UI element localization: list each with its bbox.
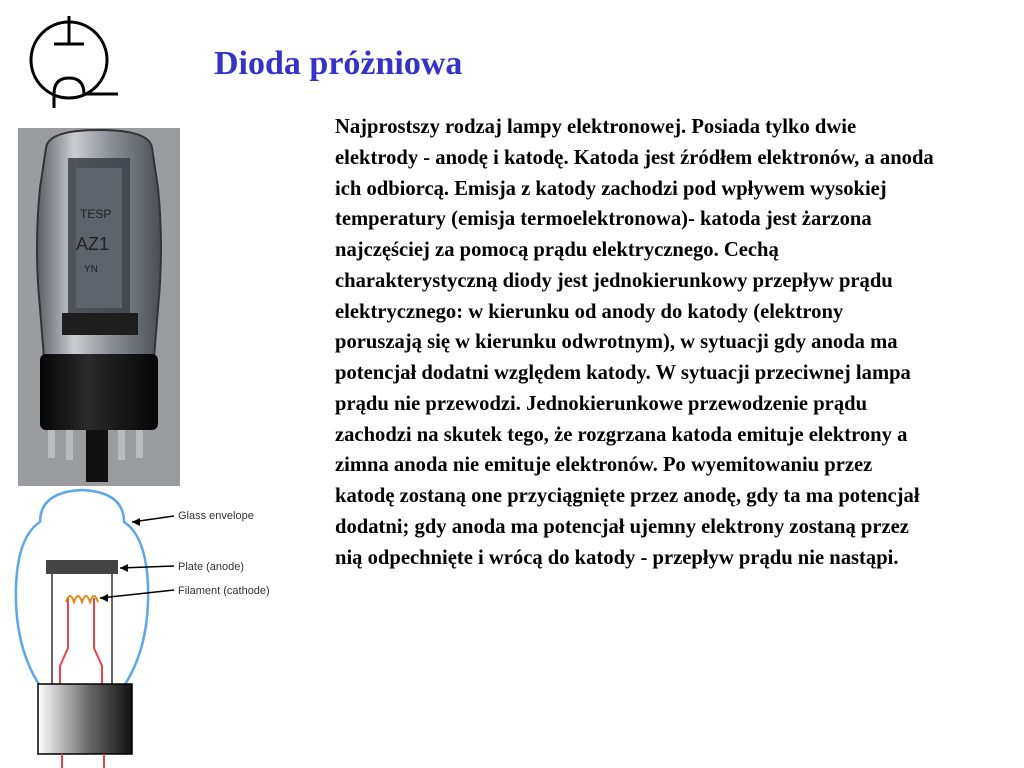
- plate-anode-label: Plate (anode): [178, 561, 245, 573]
- slide-title: Dioda próżniowa: [214, 45, 463, 82]
- diode-cross-section-diagram: [0, 486, 300, 768]
- tube-marking-3: YN: [84, 264, 98, 275]
- diode-symbol-icon: [26, 16, 121, 108]
- vacuum-tube-photo: [18, 128, 180, 486]
- tube-marking-1: TESP: [80, 207, 112, 221]
- glass-envelope-label: Glass envelope: [178, 510, 254, 522]
- tube-marking-2: AZ1: [76, 234, 110, 254]
- filament-cathode-label: Filament (cathode): [178, 585, 270, 597]
- slide-body-text: Najprostszy rodzaj lampy elektronowej. Posiada tylko dwie elektrody - anodę i katodę. Katoda jest źródłem elektronów, a anoda ich odbiorcą. Emisja z katody zachodzi pod wpływem wysokiej temperatury (emisja termoelektronowa)- katoda jest żarzona najczęściej za pomocą prądu elektrycznego. Cechą charakterystyczną diody jest jednokierunkowy przepływ prądu elektrycznego: w kierunku od anody do katody (elektrony poruszają się w kierunku odwrotnym), w sytuacji gdy anoda ma potencjał dodatni względem katody. W sytuacji przeciwnej lampa prądu nie przewodzi. Jednokierunkowe przewodzenie prądu zachodzi na skutek tego, że rozgrzana katoda emituje elektrony a zimna anoda nie emituje elektronów. Po wyemitowaniu przez katodę zostaną one przyciągnięte przez anodę, gdy ta ma potencjał dodatni; gdy anoda ma potencjał ujemny elektrony zostaną przez nią odpechnięte i wrócą do katody - przepływ prądu nie nastąpi.: [335, 116, 934, 569]
